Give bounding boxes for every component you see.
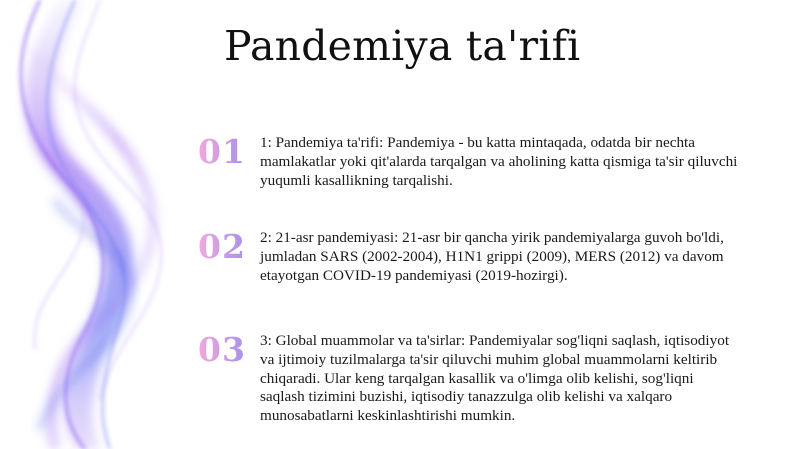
item-number — [196, 132, 256, 172]
item-text: 3: Global muammolar va ta'sirlar: Pandemiyalar sog'liqni saqlash, iqtisodiyot va ijtimoiy tuzilmalarga ta'sir qiluvchi muhim global muammolarni keltirib chiqaradi. Ular keng tarqalgan kasallik va o'limga olib kelishi, sog'liqni saqlash tizimini buzishi, iqtisodiy tanazzulga olib kelishi va xalqaro munosabatlarni keskinlashtirishi mumkin. — [260, 332, 730, 425]
item-text: 2: 21-asr pandemiyasi: 21-asr bir qancha yirik pandemiyalarga guvoh bo'ldi, jumladan SARS (2002-2004), H1N1 grippi (2009), MERS (2012) va davom etayotgan COVID-19 pandemiyasi (2019-hozirgi). — [260, 229, 724, 284]
slide-title: Pandemiya ta'rifi — [224, 22, 581, 70]
svg-text:01: 01 — [198, 132, 246, 171]
svg-text:03: 03 — [198, 330, 246, 369]
purple-smoke-ribbon-decoration — [0, 0, 230, 449]
item-number — [196, 227, 256, 267]
svg-text:02: 02 — [198, 227, 246, 266]
item-text: 1: Pandemiya ta'rifi: Pandemiya - bu katta mintaqada, odatda bir nechta mamlakatlar yoki qit'alarda tarqalgan va aholining katta qismiga ta'sir qiluvchi yuqumli kasallikning tarqalishi. — [260, 134, 738, 189]
item-number — [196, 330, 256, 370]
